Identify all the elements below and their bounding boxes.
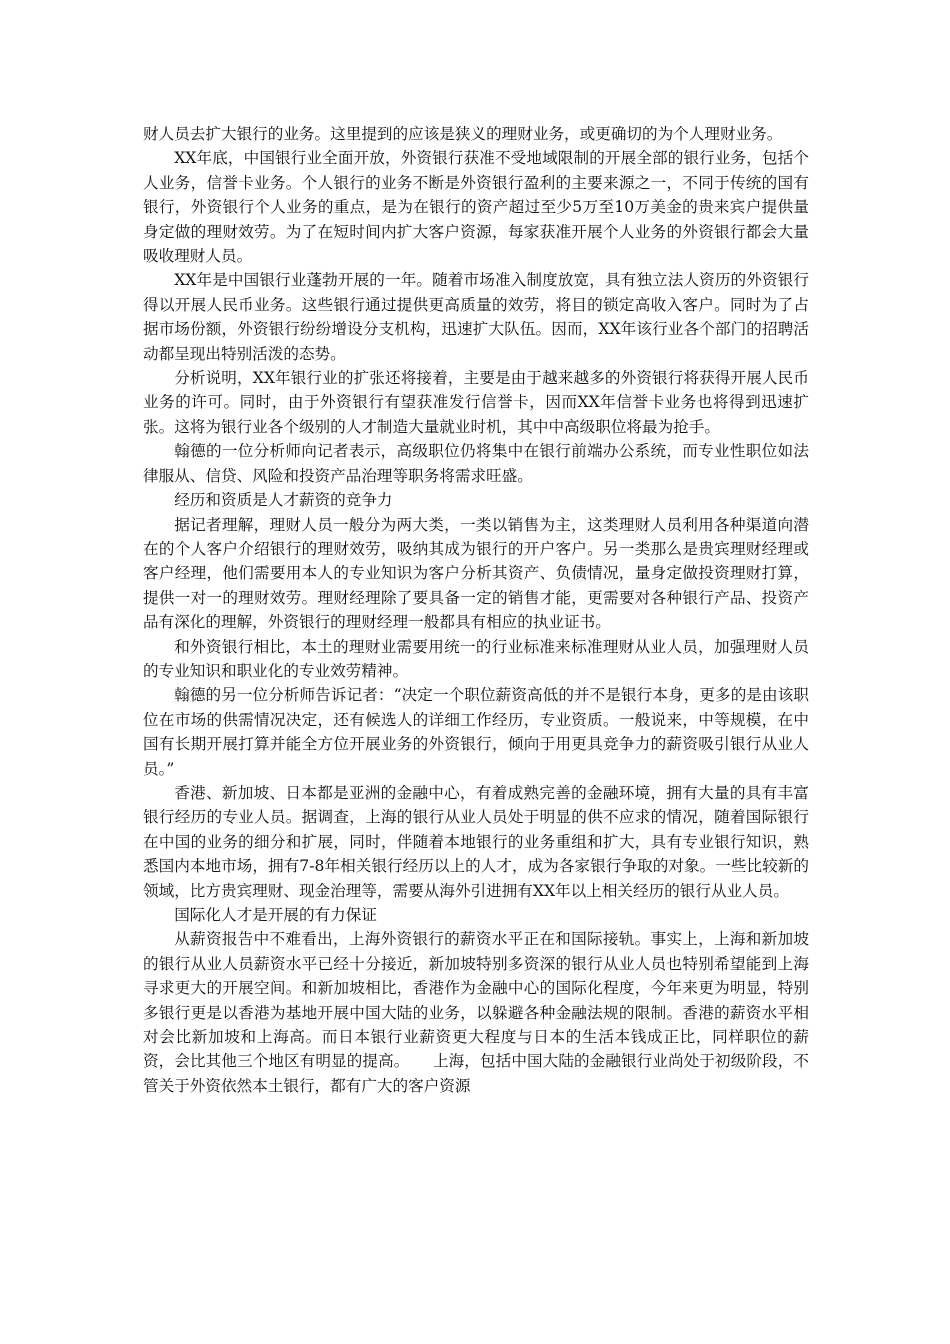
paragraph: XX年是中国银行业蓬勃开展的一年。随着市场准入制度放宽，具有独立法人资历的外资银行得以开展人民币业务。这些银行通过提供更高质量的效劳，将目的锁定高收入客户。同时为了占据市场份额，外资银行纷纷增设分支机构，迅速扩大队伍。因而，XX年该行业各个部门的招聘活动都呈现出特别活泼的态势。 bbox=[143, 271, 809, 363]
paragraph: 翰德的一位分析师向记者表示，高级职位仍将集中在银行前端办公系统，而专业性职位如法律服从、信贷、风险和投资产品治理等职务将需求旺盛。 bbox=[143, 442, 809, 485]
document-body bbox=[143, 122, 809, 1098]
section-heading: 国际化人才是开展的有力保证 bbox=[174, 906, 377, 924]
paragraph: 翰德的另一位分析师告诉记者：“决定一个职位薪资高低的并不是银行本身，更多的是由该职位在市场的供需情况决定，还有候选人的详细工作经历，专业资质。一般说来，中等规模，在中国有长期开展打算并能全方位开展业务的外资银行，倾向于用更具竞争力的薪资吸引银行从业人员。” bbox=[143, 686, 809, 778]
paragraph: 财人员去扩大银行的业务。这里提到的应该是狭义的理财业务，或更确切的为个人理财业务。 bbox=[143, 125, 783, 143]
paragraph: 据记者理解，理财人员一般分为两大类，一类以销售为主，这类理财人员利用各种渠道向潜在的个人客户介绍银行的理财效劳，吸纳其成为银行的开户客户。另一类那么是贵宾理财经理或客户经理，他们需要用本人的专业知识为客户分析其资产、负债情况，量身定做投资理财打算，提供一对一的理财效劳。理财经理除了要具备一定的销售才能，更需要对各种银行产品、投资产品有深化的理解，外资银行的理财经理一般都具有相应的执业证书。 bbox=[143, 515, 809, 632]
paragraph: 分析说明，XX年银行业的扩张还将接着，主要是由于越来越多的外资银行将获得开展人民币业务的许可。同时，由于外资银行有望获准发行信誉卡，因而XX年信誉卡业务也将得到迅速扩张。这将为银行业各个级别的人才制造大量就业时机，其中中高级职位将最为抢手。 bbox=[143, 369, 809, 436]
section-heading: 经历和资质是人才薪资的竞争力 bbox=[174, 491, 393, 510]
paragraph: 香港、新加坡、日本都是亚洲的金融中心，有着成熟完善的金融环境，拥有大量的具有丰富银行经历的专业人员。据调查，上海的银行从业人员处于明显的供不应求的情况，随着国际银行在中国的业务的细分和扩展，同时，伴随着本地银行的业务重组和扩大，具有专业银行知识，熟悉国内本地市场，拥有7-8年相关银行经历以上的人才，成为各家银行争取的对象。一些比较新的领域，比方贵宾理财、现金治理等，需要从海外引进拥有XX年以上相关经历的银行从业人员。 bbox=[143, 783, 809, 900]
paragraph: 从薪资报告中不难看出，上海外资银行的薪资水平正在和国际接轨。事实上，上海和新加坡的银行从业人员薪资水平已经十分接近，新加坡特别多资深的银行从业人员也特别希望能到上海寻求更大的开展空间。和新加坡相比，香港作为金融中心的国际化程度，今年来更为明显，特别多银行更是以香港为基地开展中国大陆的业务，以躲避各种金融法规的限制。香港的薪资水平相对会比新加坡和上海高。而日本银行业薪资更大程度与日本的生活本钱成正比，同样职位的薪资，会比其他三个地区有明显的提高。 上海，包括中国大陆的金融银行业尚处于初级阶段，不管关于外资依然本土银行，都有广大的客户资源 bbox=[143, 930, 809, 1095]
paragraph: XX年底，中国银行业全面开放，外资银行获准不受地域限制的开展全部的银行业务，包括个人业务，信誉卡业务。个人银行的业务不断是外资银行盈利的主要来源之一，不同于传统的国有银行，外资银行个人业务的重点，是为在银行的资产超过至少5万至10万美金的贵来宾户提供量身定做的理财效劳。为了在短时间内扩大客户资源，每家获准开展个人业务的外资银行都会大量吸收理财人员。 bbox=[143, 149, 809, 266]
paragraph: 和外资银行相比，本土的理财业需要用统一的行业标准来标准理财从业人员，加强理财人员的专业知识和职业化的专业效劳精神。 bbox=[143, 637, 809, 680]
